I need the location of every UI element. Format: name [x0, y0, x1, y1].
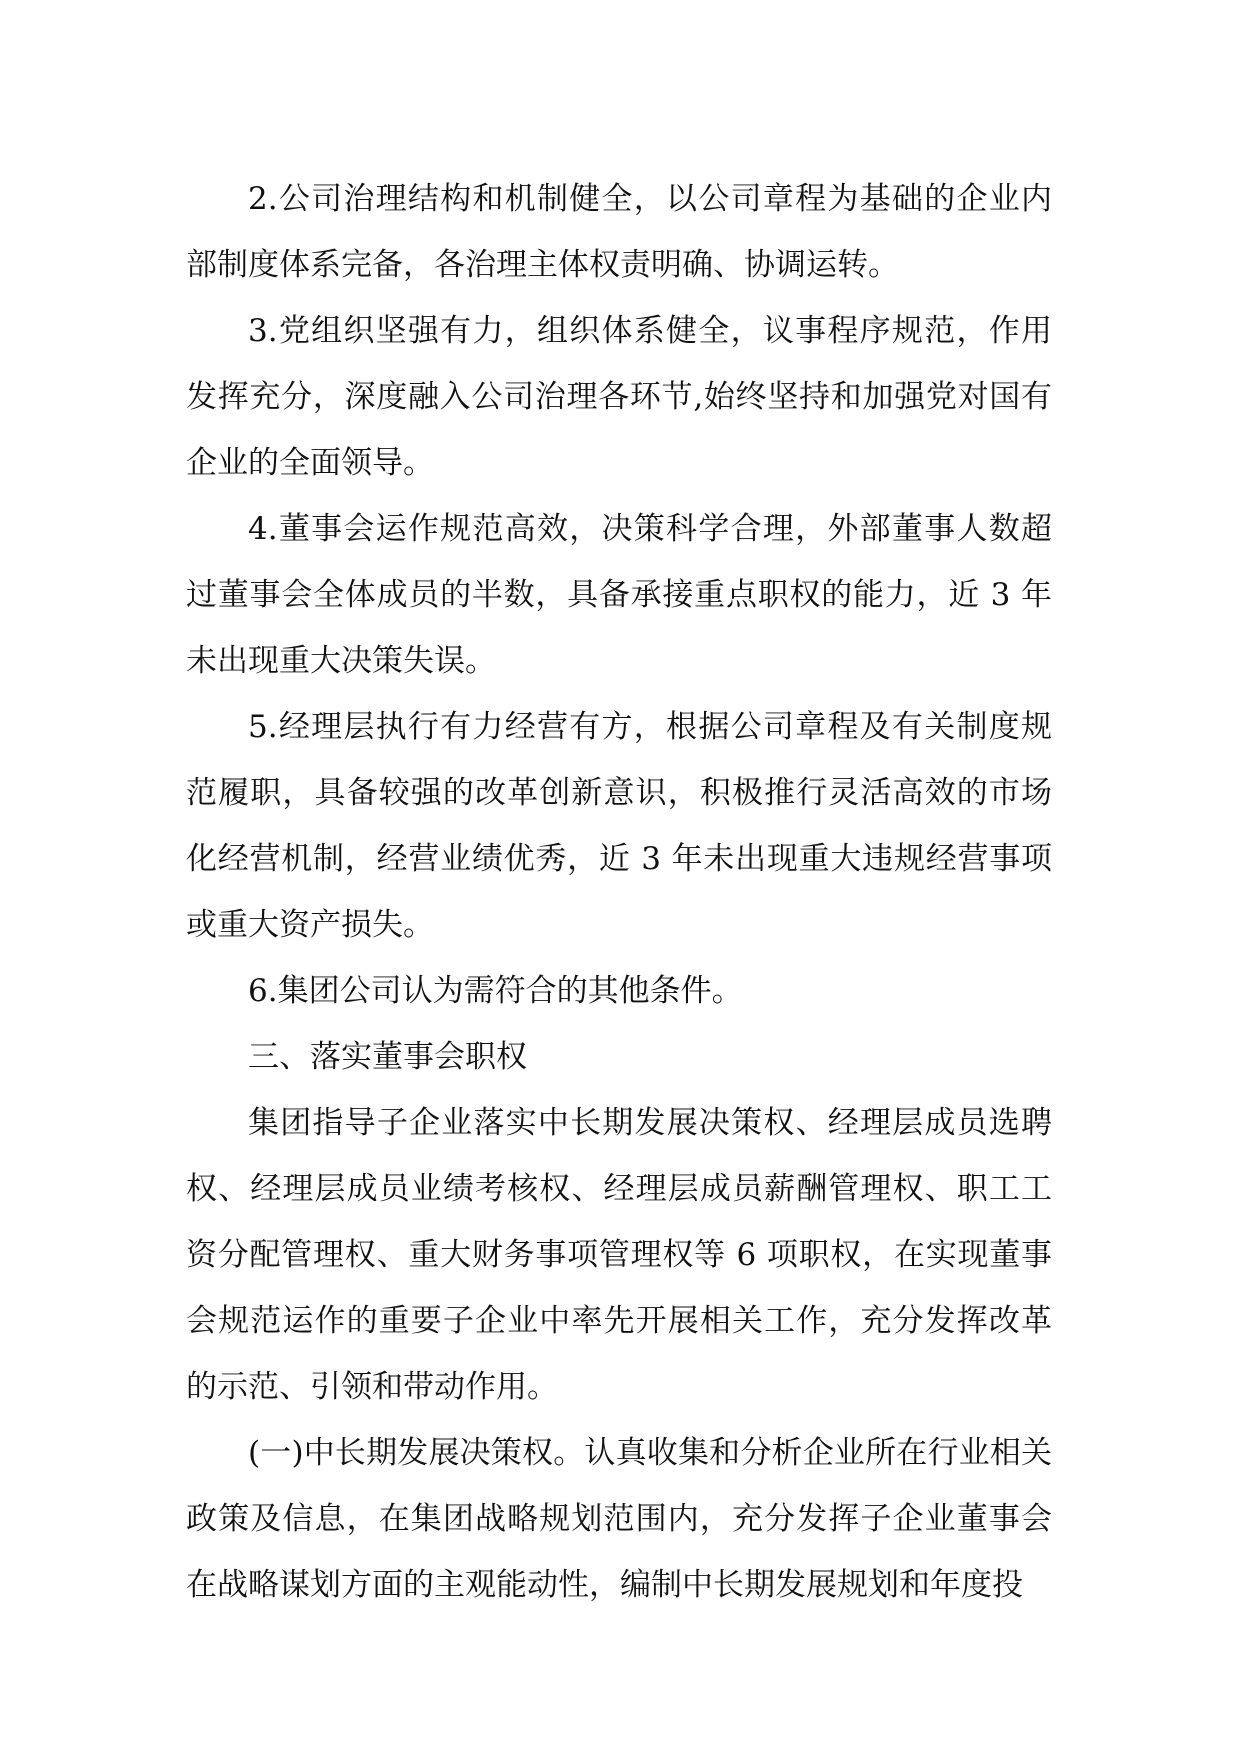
section-heading: 三、落实董事会职权: [248, 1039, 527, 1075]
paragraph-section-intro: 集团指导子企业落实中长期发展决策权、经理层成员选聘权、经理层成员业绩考核权、经理层成员薪酬管理权、职工工资分配管理权、重大财务事项管理权等 6 项职权，在实现董事会规范运作的重要子企业中率先开展相关工作，充分发挥改革的示范、引领和带动作用。: [186, 1105, 1052, 1405]
paragraph-condition-2: 2.公司治理结构和机制健全，以公司章程为基础的企业内部制度体系完备，各治理主体权责明确、协调运转。: [186, 181, 1052, 283]
document-body: [186, 166, 1052, 1618]
paragraph-condition-6: 6.集团公司认为需符合的其他条件。: [248, 973, 743, 1009]
paragraph-condition-4: 4.董事会运作规范高效，决策科学合理，外部董事人数超过董事会全体成员的半数，具备承接重点职权的能力，近 3 年未出现重大决策失误。: [186, 511, 1052, 679]
paragraph-condition-5: 5.经理层执行有力经营有方，根据公司章程及有关制度规范履职，具备较强的改革创新意识，积极推行灵活高效的市场化经营机制，经营业绩优秀，近 3 年未出现重大违规经营事项或重大资产损失。: [186, 709, 1052, 943]
paragraph-condition-3: 3.党组织坚强有力，组织体系健全，议事程序规范，作用发挥充分，深度融入公司治理各环节,始终坚持和加强党对国有企业的全面领导。: [186, 313, 1052, 481]
paragraph-subsection-1: (一)中长期发展决策权。认真收集和分析企业所在行业相关政策及信息，在集团战略规划范围内，充分发挥子企业董事会在战略谋划方面的主观能动性，编制中长期发展规划和年度投: [186, 1435, 1052, 1603]
